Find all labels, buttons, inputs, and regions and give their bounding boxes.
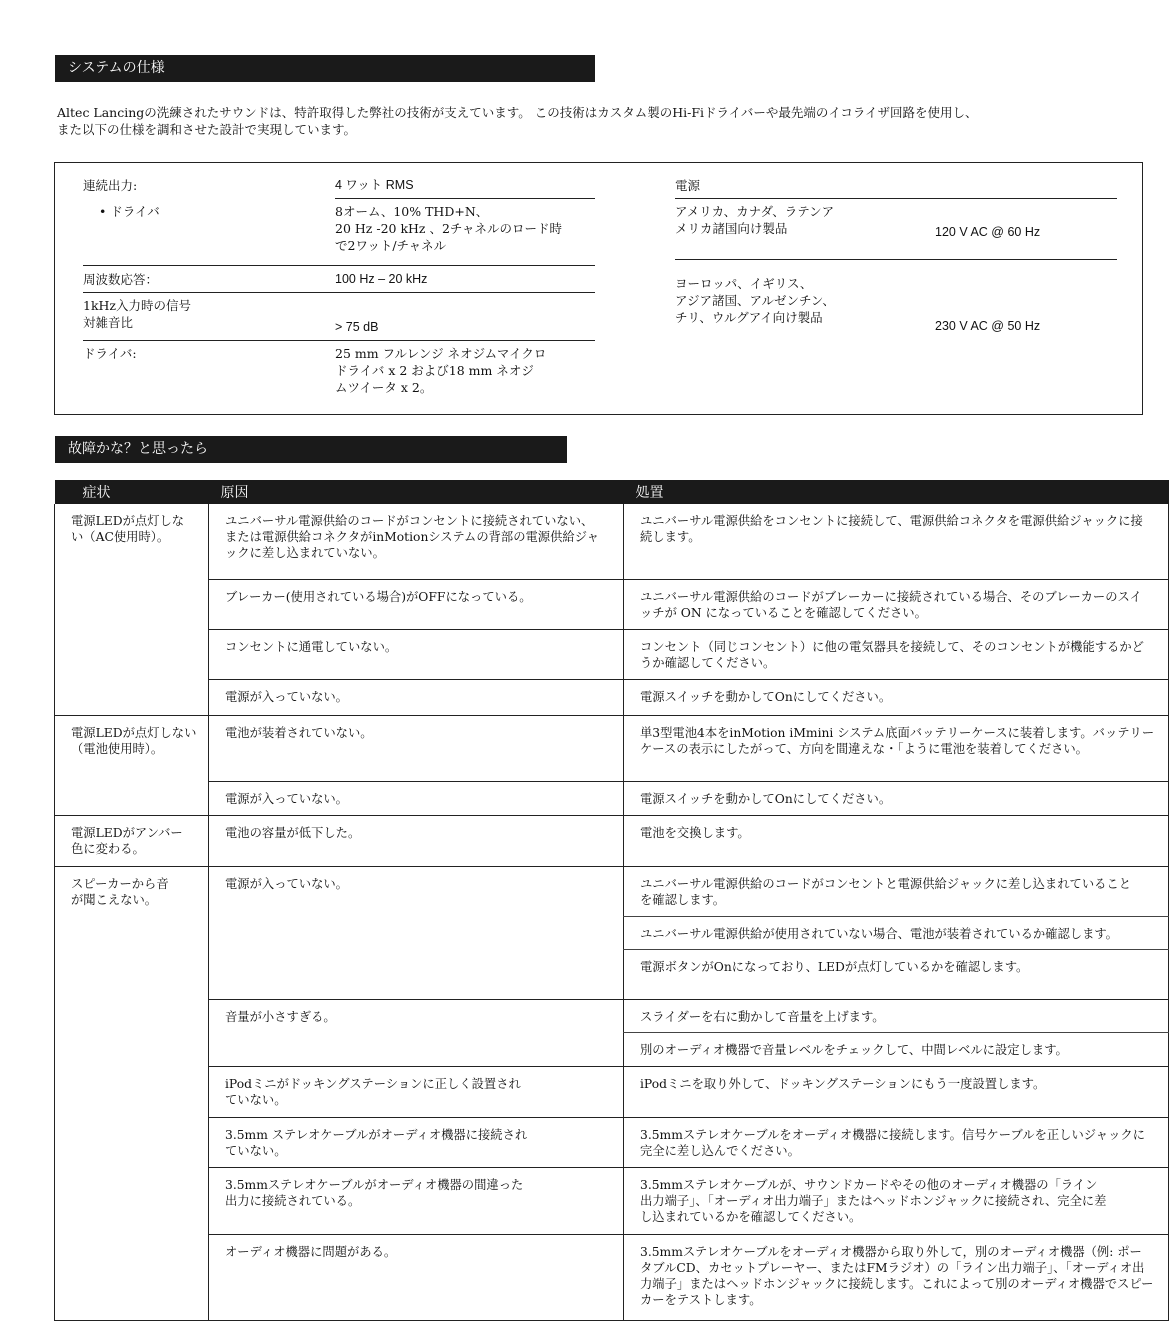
power-region-line: アジア諸国、アルゼンチン、 — [675, 293, 835, 308]
power-region-line: メリカ諸国向け製品 — [675, 221, 788, 236]
spec-divider — [83, 265, 595, 266]
symptom-cell: スピーカーから音が聞こえない。 — [55, 866, 209, 1320]
table-row — [55, 1167, 1169, 1234]
cause-cell: コンセントに通電していない。 — [209, 629, 624, 679]
spec-label-driver-sub: • ドライバ — [99, 204, 160, 219]
troubleshooting-table — [54, 480, 1168, 1321]
cause-cell: 電池が装着されていない。 — [209, 715, 624, 781]
cause-cell: 3.5mm ステレオケーブルがオーディオ機器に接続されていない。 — [209, 1117, 624, 1167]
spec-value-drivers — [335, 345, 605, 396]
remedy-cell: ユニバーサル電源供給が使用されていない場合、電池が装着されているか確認します。 — [624, 916, 1169, 949]
spec-intro — [57, 104, 1157, 138]
power-region-americas — [675, 203, 834, 237]
spec-value-line: ムツイータ x 2。 — [335, 380, 433, 395]
spec-label-line: 対雑音比 — [83, 315, 134, 330]
spec-divider — [335, 198, 595, 199]
cause-cell: 電池の容量が低下した。 — [209, 815, 624, 866]
table-row — [55, 815, 1169, 866]
cause-cell: 音量が小さすぎる。 — [209, 999, 624, 1066]
power-region-line: アメリカ、カナダ、ラテンア — [675, 204, 835, 219]
table-row — [55, 1066, 1169, 1117]
spec-value-line: で2ワット/チャネル — [335, 238, 447, 253]
table-header-row — [55, 480, 1169, 504]
spec-section-title: システムの仕様 — [55, 55, 595, 82]
spec-value-line: 8オーム、10% THD+N、 — [335, 204, 489, 219]
remedy-cell: iPodミニを取り外して、ドッキングステーションにもう一度設置します。 — [624, 1066, 1169, 1117]
power-region-europe — [675, 275, 835, 326]
remedy-cell: ユニバーサル電源供給をコンセントに接続して、電源供給コネクタを電源供給ジャックに接続します。 — [624, 504, 1169, 579]
cause-cell: iPodミニがドッキングステーションに正しく設置されていない。 — [209, 1066, 624, 1117]
table-row — [55, 1117, 1169, 1167]
spec-value-driver-sub — [335, 203, 605, 254]
cause-cell: 電源が入っていない。 — [209, 866, 624, 999]
spec-divider — [83, 340, 595, 341]
spec-value-output: 4 ワット RMS — [335, 178, 414, 192]
remedy-cell: コンセント（同じコンセント）に他の電気器具を接続して、そのコンセントが機能するかどうか確認してください。 — [624, 629, 1169, 679]
symptom-cell: 電源LEDが点灯しない（電池使用時）。 — [55, 715, 209, 815]
spec-divider — [83, 292, 595, 293]
remedy-cell: 単3型電池4本をinMotion iMmini システム底面バッテリーケースに装着します。バッテリーケースの表示にしたがって、方向を間違えな・「ように電池を装着してください。 — [624, 715, 1169, 781]
spec-value-line: 25 mm フルレンジ ネオジムマイクロ — [335, 346, 547, 361]
table-row — [55, 579, 1169, 629]
spec-value-snr: > 75 dB — [335, 320, 379, 334]
symptom-cell: 電源LEDが点灯しない（AC使用時）。 — [55, 504, 209, 715]
power-heading: 電源 — [675, 178, 701, 193]
remedy-cell: ユニバーサル電源供給のコードがブレーカーに接続されている場合、そのブレーカーのスイッチが ON になっていることを確認してください。 — [624, 579, 1169, 629]
cause-cell: 電源が入っていない。 — [209, 679, 624, 715]
power-value-americas: 120 V AC @ 60 Hz — [935, 225, 1041, 239]
remedy-cell: 電源ボタンがOnになっており、LEDが点灯しているかを確認します。 — [624, 949, 1169, 999]
power-value-europe: 230 V AC @ 50 Hz — [935, 319, 1041, 333]
power-region-line: チリ、ウルグアイ向け製品 — [675, 310, 823, 325]
cause-cell: ブレーカー(使用されている場合)がOFFになっている。 — [209, 579, 624, 629]
header-symptom: 症状 — [55, 480, 209, 504]
spec-label-snr — [83, 297, 191, 331]
spec-box — [54, 162, 1143, 415]
power-region-line: ヨーロッパ、イギリス、 — [675, 276, 813, 291]
spec-value-line: ドライバ x 2 および18 mm ネオジ — [335, 363, 534, 378]
remedy-cell: 電源スイッチを動かしてOnにしてください。 — [624, 781, 1169, 815]
spec-value-line: 20 Hz -20 kHz 、2チャネルのロード時 — [335, 221, 563, 236]
remedy-cell: 電池を交換します。 — [624, 815, 1169, 866]
trouble-section-title: 故障かな？と思ったら — [55, 436, 567, 463]
cause-cell: ユニバーサル電源供給のコードがコンセントに接続されていない、または電源供給コネクタがinMotionシステムの背部の電源供給ジャックに差し込まれていない。 — [209, 504, 624, 579]
table-row — [55, 629, 1169, 679]
spec-label-line: 1kHz入力時の信号 — [83, 298, 192, 313]
spec-label-output: 連続出力: — [83, 178, 138, 193]
table-row — [55, 679, 1169, 715]
intro-line-2: また以下の仕様を調和させた設計で実現しています。 — [57, 122, 357, 137]
spec-value-frequency: 100 Hz – 20 kHz — [335, 272, 428, 286]
table-row — [55, 1234, 1169, 1320]
intro-line-1: Altec Lancingの洗練されたサウンドは、特許取得した弊社の技術が支えています。 この技術はカスタム製のHi-Fiドライバーや最先端のイコライザ回路を使用し、 — [57, 105, 978, 120]
remedy-cell: 3.5mmステレオケーブルが、サウンドカードやその他のオーディオ機器の「ライン出力端子」、「オーディオ出力端子」またはヘッドホンジャックに接続され、完全に差し込まれているかを確認してください。 — [624, 1167, 1169, 1234]
remedy-cell: 3.5mmステレオケーブルをオーディオ機器から取り外して，別のオーディオ機器（例: ポータブルCD、カセットプレーヤー、またはFMラジオ）の「ライン出力端子」、「オーディオ出力端子」またはヘッドホンジャックに接続します。これによって別のオーディオ機器でスピーカーをテストします。 — [624, 1234, 1169, 1320]
remedy-cell: 電源スイッチを動かしてOnにしてください。 — [624, 679, 1169, 715]
remedy-cell: 別のオーディオ機器で音量レベルをチェックして、中間レベルに設定します。 — [624, 1032, 1169, 1066]
table-row — [55, 866, 1169, 916]
power-divider — [675, 198, 1117, 199]
header-cause: 原因 — [209, 480, 624, 504]
spec-label-drivers: ドライバ: — [83, 346, 137, 361]
header-remedy: 処置 — [624, 480, 1169, 504]
remedy-cell: 3.5mmステレオケーブルをオーディオ機器に接続します。信号ケーブルを正しいジャックに完全に差し込んでください。 — [624, 1117, 1169, 1167]
spec-label-frequency: 周波数応答： — [83, 272, 159, 287]
cause-cell: オーディオ機器に問題がある。 — [209, 1234, 624, 1320]
table-row — [55, 504, 1169, 579]
table-row — [55, 715, 1169, 781]
cause-cell: 3.5mmステレオケーブルがオーディオ機器の間違った出力に接続されている。 — [209, 1167, 624, 1234]
symptom-cell: 電源LEDがアンバー色に変わる。 — [55, 815, 209, 866]
table-row — [55, 999, 1169, 1032]
cause-cell: 電源が入っていない。 — [209, 781, 624, 815]
remedy-cell: スライダーを右に動かして音量を上げます。 — [624, 999, 1169, 1032]
table-row — [55, 781, 1169, 815]
power-divider — [675, 259, 1117, 260]
remedy-cell: ユニバーサル電源供給のコードがコンセントと電源供給ジャックに差し込まれていることを確認します。 — [624, 866, 1169, 916]
